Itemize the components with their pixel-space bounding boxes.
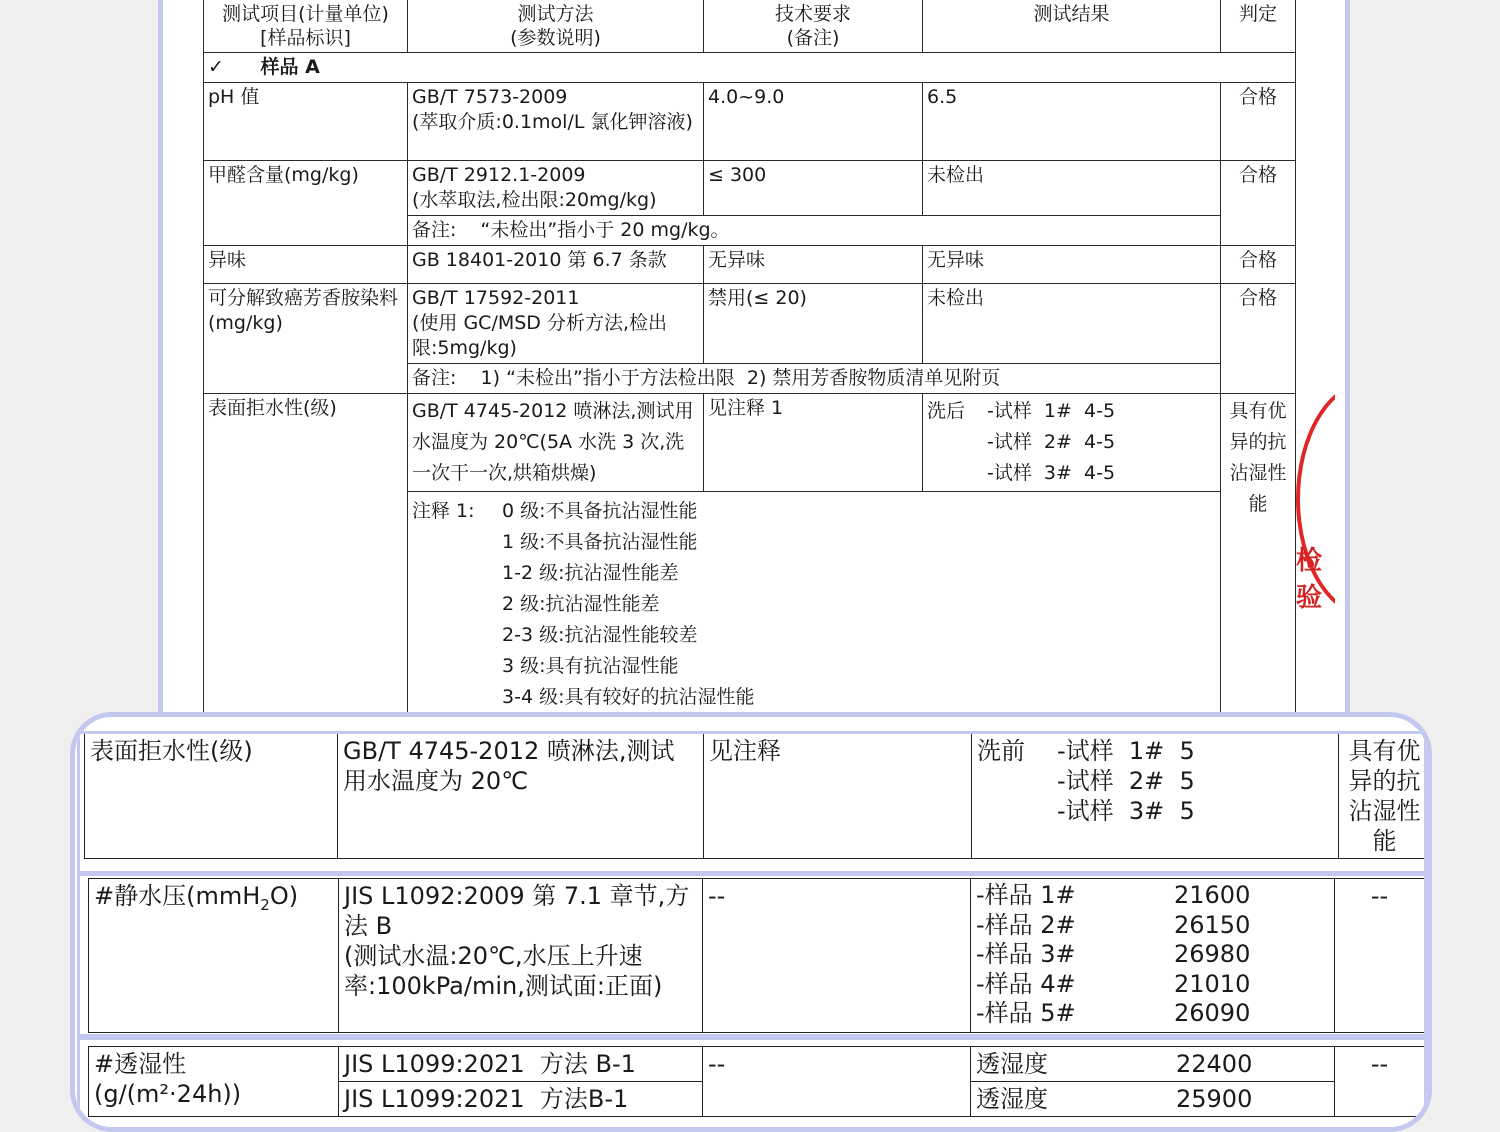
formaldehyde-result: 未检出	[923, 161, 1221, 216]
repellency-requirement: 见注释 1	[704, 394, 923, 492]
repellency-verdict: 具有优异的抗沾湿性能	[1221, 394, 1296, 715]
odor-result: 无异味	[923, 246, 1221, 284]
zoom-hydrostatic-box	[77, 873, 1427, 1037]
table-header-row	[204, 0, 1296, 53]
amine-item: 可分解致癌芳香胺染料(mg/kg)	[204, 284, 408, 394]
formaldehyde-verdict: 合格	[1221, 161, 1296, 246]
amine-verdict: 合格	[1221, 284, 1296, 394]
zoom-repellency-requirement: 见注释	[704, 734, 972, 859]
hydrostatic-requirement: --	[703, 879, 971, 1033]
zoom-repellency-row	[85, 734, 1428, 859]
ph-result: 6.5	[923, 83, 1221, 161]
table-row-odor	[204, 246, 1296, 284]
formaldehyde-remark: 备注: “未检出”指小于 20 mg/kg。	[408, 216, 1221, 246]
table-row-repellency	[204, 394, 1296, 492]
sample-a-row	[204, 53, 1296, 83]
mvtr-item: #透湿性(g/(m²·24h))	[89, 1047, 339, 1117]
amine-method: GB/T 17592-2011 (使用 GC/MSD 分析方法,检出限:5mg/kg)	[408, 284, 704, 364]
amine-remark: 备注: 1) “未检出”指小于方法检出限 2) 禁用芳香胺物质清单见附页	[408, 364, 1221, 394]
zoom-repellency-box	[77, 731, 1427, 874]
header-method: 测试方法 (参数说明)	[408, 0, 704, 53]
zoom-mvtr-box	[77, 1037, 1427, 1132]
hydrostatic-results: -样品 1# 21600 -样品 2# 26150 -样品 3# 26980 -样品 4# 21010 -样品 5# 26090	[971, 879, 1335, 1033]
table-row-formaldehyde	[204, 161, 1296, 216]
ph-requirement: 4.0~9.0	[704, 83, 923, 161]
zoom-repellency-results: 洗前 -试样 1# 5 -试样 2# 5 -试样 3# 5	[972, 734, 1339, 859]
table-row-ph	[204, 83, 1296, 161]
sample-a-label: 样品 A	[260, 56, 320, 78]
header-result: 测试结果	[923, 0, 1221, 53]
mvtr-verdict: --	[1335, 1047, 1425, 1117]
mvtr-method-2: JIS L1099:2021 方法B-1	[339, 1082, 703, 1117]
repellency-notes: 注释 1: 0 级:不具备抗沾湿性能 1 级:不具备抗沾湿性能 1-2 级:抗沾湿性能差 2 级:抗沾湿性能差 2-3 级:抗沾湿性能较差 3 级:具有抗沾湿性能 3-4 级:具有较好的抗沾湿性能	[408, 492, 1221, 715]
header-verdict: 判定	[1221, 0, 1296, 53]
formaldehyde-item: 甲醛含量(mg/kg)	[204, 161, 408, 246]
header-item: 测试项目(计量单位) [样品标识]	[204, 0, 408, 53]
repellency-item: 表面拒水性(级)	[204, 394, 408, 715]
hydrostatic-verdict: --	[1335, 879, 1425, 1033]
repellency-result-2: -试样 2# 4-5	[987, 431, 1116, 453]
zoom-hydrostatic-row	[89, 879, 1425, 1033]
test-results-table	[203, 0, 1296, 714]
odor-requirement: 无异味	[704, 246, 923, 284]
mvtr-row-1	[89, 1047, 1425, 1082]
formaldehyde-method: GB/T 2912.1-2009 (水萃取法,检出限:20mg/kg)	[408, 161, 704, 216]
zoom-repellency-item: 表面拒水性(级)	[85, 734, 338, 859]
ph-item: pH 值	[204, 83, 408, 161]
repellency-result-3: -试样 3# 4-5	[987, 462, 1116, 484]
table-row-amine	[204, 284, 1296, 364]
zoom-hydrostatic-table	[88, 878, 1425, 1033]
odor-item: 异味	[204, 246, 408, 284]
mvtr-result-1: 透湿度 22400	[971, 1047, 1335, 1082]
amine-result: 未检出	[923, 284, 1221, 364]
zoom-mvtr-table	[88, 1046, 1425, 1117]
amine-requirement: 禁用(≤ 20)	[704, 284, 923, 364]
mvtr-requirement: --	[703, 1047, 971, 1117]
odor-method: GB 18401-2010 第 6.7 条款	[408, 246, 704, 284]
zoomed-detail-panel	[70, 712, 1432, 1132]
hydrostatic-item: #静水压(mmH$_2$O)	[89, 879, 339, 1033]
seal-text: 检验	[1296, 546, 1323, 613]
ph-verdict: 合格	[1221, 83, 1296, 161]
zoom-repellency-method: GB/T 4745-2012 喷淋法,测试用水温度为 20℃	[338, 734, 704, 859]
formaldehyde-requirement: ≤ 300	[704, 161, 923, 216]
repellency-result-1: -试样 1# 4-5	[987, 400, 1116, 422]
mvtr-result-2: 透湿度 25900	[971, 1082, 1335, 1117]
test-report-page	[163, 0, 1335, 714]
hydrostatic-method: JIS L1092:2009 第 7.1 章节,方法 B (测试水温:20℃,水压上升速率:100kPa/min,测试面:正面)	[339, 879, 703, 1033]
repellency-method: GB/T 4745-2012 喷淋法,测试用水温度为 20℃(5A 水洗 3 次,洗一次干一次,烘箱烘燥)	[408, 394, 704, 492]
repellency-wash: 洗后	[927, 400, 966, 422]
mvtr-method-1: JIS L1099:2021 方法 B-1	[339, 1047, 703, 1082]
odor-verdict: 合格	[1221, 246, 1296, 284]
ph-method: GB/T 7573-2009 (萃取介质:0.1mol/L 氯化钾溶液)	[408, 83, 704, 161]
check-mark-icon: ✓	[208, 56, 224, 78]
zoom-repellency-verdict: 具有优异的抗沾湿性能	[1339, 734, 1428, 859]
repellency-results	[923, 394, 1221, 492]
zoom-repellency-table	[84, 734, 1427, 859]
header-requirement: 技术要求 (备注)	[704, 0, 923, 53]
